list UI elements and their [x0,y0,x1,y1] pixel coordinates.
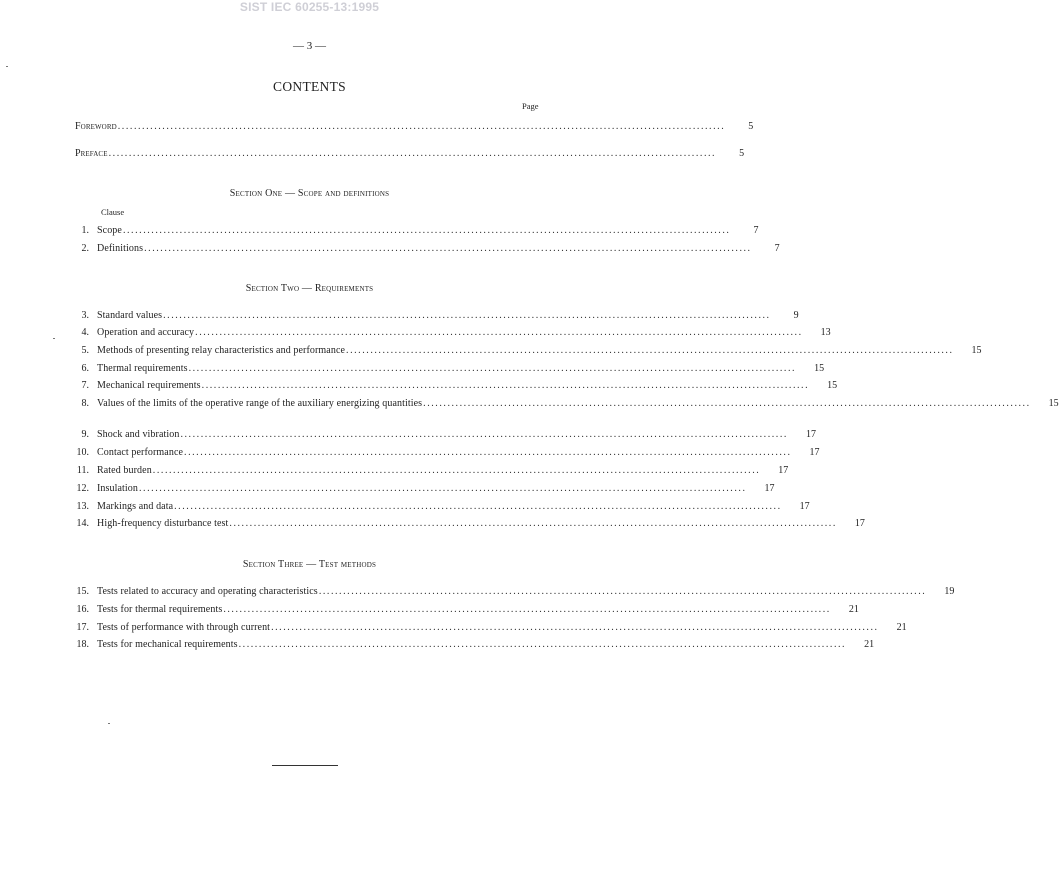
dot-leader: ...................................................................................................................................................... [423,398,1031,409]
toc-entry-page: 17 [854,518,865,529]
toc-entry-number: 2. [81,243,89,254]
toc-entry-11[interactable] [60,464,789,478]
toc-entry-number: 3. [81,310,89,321]
dot-leader: ...................................................................................................................................................... [201,380,810,391]
toc-entry-title: Preface [75,148,108,159]
toc-entry-page: 17 [805,429,816,440]
toc-entry-number: 1. [81,225,89,236]
toc-entry-number: 11. [76,465,89,476]
scan-speck [53,338,55,339]
dot-leader: ...................................................................................................................................................... [163,310,771,321]
dot-leader: ...................................................................................................................................................... [223,604,831,615]
contents-title: CONTENTS [273,79,346,94]
toc-entry-page: 15 [1048,398,1059,409]
dot-leader: ...................................................................................................................................................... [229,518,837,529]
dot-leader: ...................................................................................................................................................... [271,622,879,633]
toc-entry-number: 14. [76,518,89,529]
toc-entry-2[interactable] [60,242,780,256]
toc-entry-title: Insulation [97,483,138,494]
toc-entry-title: Tests for mechanical requirements [97,639,238,650]
dot-leader: ...................................................................................................................................................... [238,639,847,650]
toc-entry-6[interactable] [60,362,825,376]
section-two-heading: Section Two — Requirements [245,283,374,294]
toc-entry-number: 9. [81,429,89,440]
scan-speck [108,723,110,724]
toc-entry-page: 7 [774,243,780,254]
toc-entry-17[interactable] [60,621,907,635]
toc-entry-15[interactable] [60,585,955,599]
toc-entry-page: 21 [864,639,875,650]
toc-entry-number: 16. [76,604,89,615]
toc-entry-16[interactable] [60,603,859,617]
document-watermark: SIST IEC 60255-13:1995 [239,0,380,14]
toc-entry-page: 13 [820,327,831,338]
section-one-heading: Section One — Scope and definitions [229,188,390,199]
toc-entry-1[interactable] [60,224,759,238]
page-column-header: Page [522,101,539,111]
dot-leader: ...................................................................................................................................................... [139,483,747,494]
toc-entry-number: 13. [76,501,89,512]
dot-leader: ...................................................................................................................................................... [117,121,726,132]
page-number: — 3 — [293,40,326,52]
toc-entry-number: 18. [76,639,89,650]
toc-entry-title: Methods of presenting relay characteristics and performance [97,345,346,356]
dot-leader: ...................................................................................................................................................... [152,465,761,476]
dot-leader: ...................................................................................................................................................... [180,429,788,440]
toc-entry-18[interactable] [60,638,875,652]
toc-entry-page: 7 [753,225,759,236]
toc-entry-8[interactable] [60,397,1059,411]
toc-entry-page: 15 [971,345,982,356]
scan-speck [6,66,8,67]
toc-entry-page: 17 [778,465,789,476]
toc-entry-9[interactable] [60,428,816,442]
toc-entry-page: 15 [814,363,825,374]
toc-entry-foreword[interactable] [60,120,754,134]
toc-entry-10[interactable] [60,446,820,460]
toc-entry-page: 21 [896,622,907,633]
toc-entry-title: Foreword [75,121,117,132]
dot-leader: ...................................................................................................................................................... [184,447,792,458]
dot-leader: ...................................................................................................................................................... [174,501,782,512]
toc-entry-title: High-frequency disturbance test [97,518,229,529]
toc-entry-number: 17. [76,622,89,633]
toc-entry-5[interactable] [60,344,982,358]
toc-entry-number: 15. [76,586,89,597]
dot-leader: ...................................................................................................................................................... [346,345,954,356]
toc-entry-13[interactable] [60,500,810,514]
dot-leader: ...................................................................................................................................................... [122,225,731,236]
toc-entry-title: Thermal requirements [97,363,188,374]
clause-column-header: Clause [101,207,125,217]
toc-entry-page: 15 [827,380,838,391]
toc-entry-title: Operation and accuracy [97,327,195,338]
toc-entry-title: Contact performance [97,447,184,458]
toc-entry-3[interactable] [60,309,799,323]
dot-leader: ...................................................................................................................................................... [108,148,717,159]
toc-entry-page: 21 [848,604,859,615]
toc-entry-page: 19 [944,586,955,597]
toc-entry-number: 4. [81,327,89,338]
toc-entry-12[interactable] [60,482,775,496]
toc-entry-title: Tests of performance with through current [97,622,271,633]
toc-entry-title: Mechanical requirements [97,380,201,391]
toc-entry-preface[interactable] [60,147,745,161]
toc-entry-number: 12. [76,483,89,494]
toc-entry-page: 9 [793,310,799,321]
toc-entry-page: 17 [799,501,810,512]
toc-entry-title: Values of the limits of the operative range of the auxiliary energizing quantities [97,398,423,409]
toc-entry-title: Shock and vibration [97,429,180,440]
toc-entry-page: 17 [764,483,775,494]
toc-entry-title: Markings and data [97,501,174,512]
toc-entry-number: 8. [81,398,89,409]
end-rule [272,765,338,766]
dot-leader: ...................................................................................................................................................... [144,243,752,254]
toc-entry-page: 5 [748,121,754,132]
toc-entry-title: Rated burden [97,465,152,476]
toc-entry-7[interactable] [60,379,838,393]
toc-entry-14[interactable] [60,517,865,531]
toc-entry-number: 7. [81,380,89,391]
toc-entry-4[interactable] [60,326,831,340]
dot-leader: ...................................................................................................................................................... [195,327,803,338]
dot-leader: ...................................................................................................................................................... [188,363,797,374]
section-three-heading: Section Three — Test methods [242,559,377,570]
toc-entry-title: Tests for thermal requirements [97,604,223,615]
toc-entry-title: Scope [97,225,122,236]
toc-entry-number: 5. [81,345,89,356]
toc-entry-page: 17 [809,447,820,458]
dot-leader: ...................................................................................................................................................... [318,586,927,597]
toc-entry-page: 5 [739,148,745,159]
toc-entry-number: 10. [76,447,89,458]
toc-entry-title: Definitions [97,243,144,254]
toc-entry-title: Standard values [97,310,163,321]
toc-entry-title: Tests related to accuracy and operating characteristics [97,586,318,597]
toc-entry-number: 6. [81,363,89,374]
